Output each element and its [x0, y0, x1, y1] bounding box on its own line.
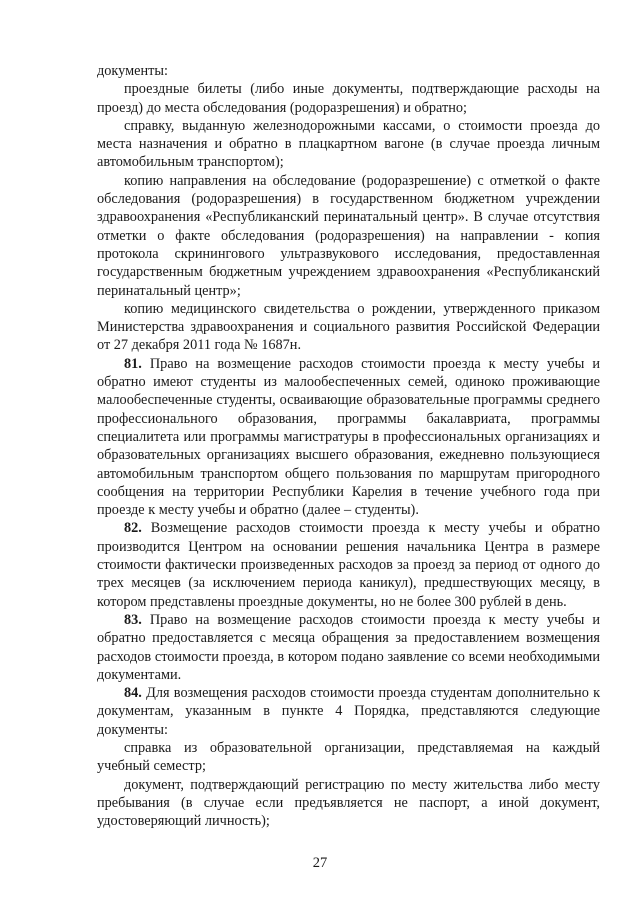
paragraph-text: Право на возмещение расходов стоимости проезда к месту учебы и обратно имеют студенты из малообеспеченных семей, одиноко проживающие малообеспеченные студенты, осваивающие образовательные программы среднего профессионального образования, программы бакалавриата, программы специалитета или программы магистратуры в профессиональных организациях и образовательных организациях высшего образования, ежедневно пользующиеся автомобильным транспортом общего пользования по маршрутам пригородного сообщения на территории Республики Карелия в течение учебного года при проезде к месту учебы и обратно (далее – студенты).	[97, 355, 600, 519]
paragraph-documents-heading	[97, 62, 600, 80]
paragraph-text: копию медицинского свидетельства о рождении, утвержденного приказом Министерства здравоохранения и социального развития Российской Федерации от 27 декабря 2011 года № 1687н.	[97, 300, 600, 354]
paragraph-number: 81.	[124, 355, 142, 372]
paragraph-text: документы:	[97, 63, 168, 79]
paragraph-railway-certificate	[97, 117, 600, 172]
paragraph-birth-certificate	[97, 300, 600, 355]
paragraph-examination-referral	[97, 172, 600, 300]
paragraph-83	[97, 611, 600, 684]
paragraph-text: проездные билеты (либо иные документы, подтверждающие расходы на проезд) до места обследования (родоразрешения) и обратно;	[97, 81, 600, 116]
paragraph-text: справка из образовательной организации, представляемая на каждый учебный семестр;	[97, 739, 600, 775]
paragraph-education-certificate	[97, 739, 600, 776]
paragraph-registration-document	[97, 776, 600, 831]
paragraph-number: 83.	[124, 611, 142, 628]
paragraph-text: копию направления на обследование (родоразрешение) с отметкой о факте обследования (родоразрешения) в государственном бюджетном учреждении здравоохранения «Республиканский перинатальный центр». В случае отсутствия отметки о факте обследования (родоразрешения) на направлении - копия протокола скринингового ультразвукового исследования, предоставленная государственным бюджетным учреждением здравоохранения «Республиканский перинатальный центр»;	[97, 172, 600, 299]
paragraph-text: справку, выданную железнодорожными кассами, о стоимости проезда до места назначения и обратно в плацкартном вагоне (в случае проезда личным автомобильным транспортом);	[97, 117, 600, 171]
paragraph-82	[97, 519, 600, 610]
paragraph-number: 82.	[124, 520, 142, 537]
paragraph-text: Для возмещения расходов стоимости проезда студентам дополнительно к документам, указанным в пункте 4 Порядка, представляются следующие документы:	[97, 685, 601, 738]
page-number: 27	[312, 855, 328, 871]
paragraph-text: Возмещение расходов стоимости проезда к месту учебы и обратно производится Центром на основании решения начальника Центра в размере стоимости фактически произведенных расходов за проезд за период от одного до трех месяцев (за исключением периода каникул), предшествующих месяцу, в котором представлены проездные документы, но не более 300 рублей в день.	[97, 520, 600, 610]
paragraph-81	[97, 355, 600, 520]
paragraph-number: 84.	[124, 685, 142, 702]
paragraph-text: документ, подтверждающий регистрацию по месту жительства либо месту пребывания (в случае если предъявляется не паспорт, а иной документ, удостоверяющий личность);	[97, 776, 600, 830]
paragraph-travel-tickets	[97, 80, 600, 117]
paragraph-84	[97, 684, 600, 739]
document-body	[97, 62, 600, 830]
paragraph-text: Право на возмещение расходов стоимости проезда к месту учебы и обратно предоставляется с месяца обращения за предоставлением возмещения расходов стоимости проезда, в котором подано заявление со всеми необходимыми документами.	[97, 611, 600, 683]
